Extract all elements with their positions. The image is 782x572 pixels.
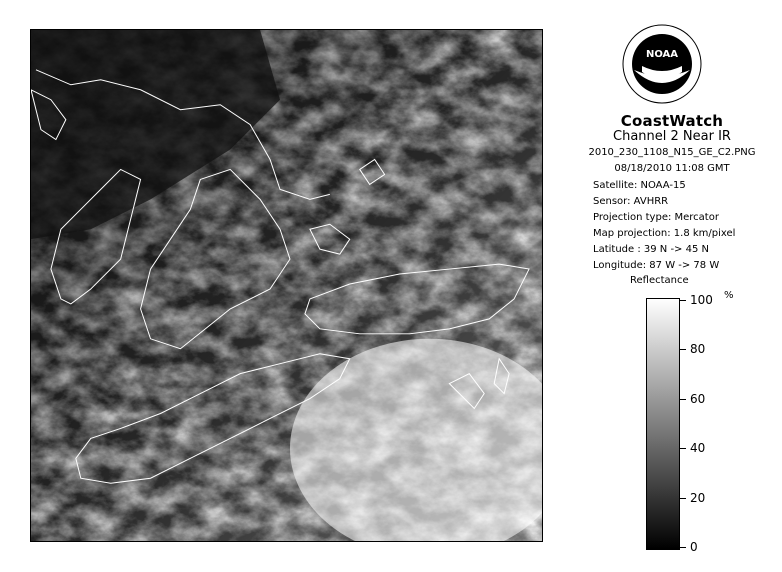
product-title: CoastWatch — [620, 112, 724, 130]
reflectance-colorbar — [646, 298, 680, 550]
map-projection-label: Map projection: 1.8 km/pixel — [593, 228, 736, 239]
colorbar-tick-label: 20 — [690, 490, 706, 505]
satellite-image — [30, 29, 543, 542]
filename: 2010_230_1108_N15_GE_C2.PNG — [588, 147, 756, 158]
noaa-logo — [622, 24, 702, 104]
colorbar-tick — [680, 399, 686, 400]
channel-name: Channel 2 Near IR — [613, 129, 731, 144]
latitude-label: Latitude : 39 N -> 45 N — [593, 244, 709, 255]
colorbar-tick — [680, 349, 686, 350]
colorbar-tick — [680, 547, 686, 548]
satellite-label: Satellite: NOAA-15 — [593, 180, 686, 191]
colorbar-tick-label: 40 — [690, 441, 706, 456]
sensor-label: Sensor: AVHRR — [593, 196, 669, 207]
colorbar-tick — [680, 498, 686, 499]
colorbar-tick-label: 0 — [690, 540, 698, 554]
logo-text: NOAA — [645, 49, 679, 60]
colorbar-title: Reflectance — [630, 275, 689, 286]
colorbar-tick — [680, 300, 686, 301]
colorbar-tick-label: 80 — [690, 342, 706, 357]
colorbar-tick — [680, 448, 686, 449]
colorbar-tick-label: 100 — [690, 293, 713, 307]
colorbar-unit: % — [724, 290, 734, 301]
colorbar-tick-label: 60 — [690, 391, 706, 406]
longitude-label: Longitude: 87 W -> 78 W — [593, 260, 720, 271]
datetime: 08/18/2010 11:08 GMT — [614, 163, 730, 174]
projection-type-label: Projection type: Mercator — [593, 212, 719, 223]
